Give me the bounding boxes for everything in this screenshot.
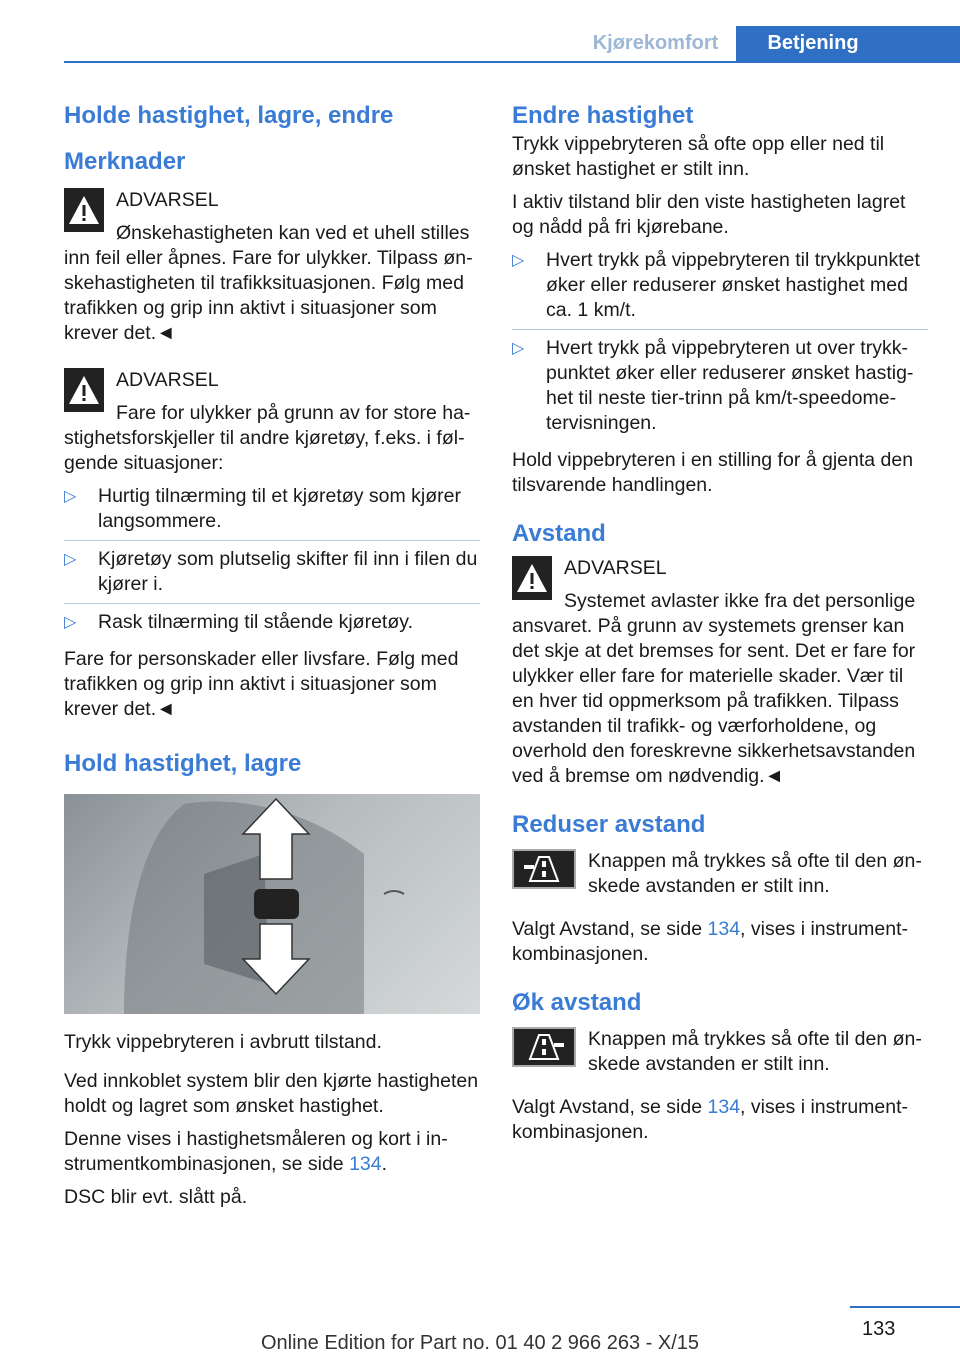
distance-increase-icon bbox=[512, 1027, 576, 1067]
paragraph: Ved innkoblet system blir den kjørte hastigheten holdt og lagret som ønsket hastighet. bbox=[64, 1070, 479, 1117]
paragraph: Hold vippebryteren i en stilling for å gjenta den tilsvarende handlingen. bbox=[512, 449, 914, 496]
warning-text: Fare for ulykker på grunn av for store hastighetsforskjeller til andre kjøretøy, f.eks. i følgende situasjoner: bbox=[64, 402, 471, 474]
triangle-bullet-icon: ▷ bbox=[64, 551, 77, 568]
edition-footer: Online Edition for Part no. 01 40 2 966 263 - X/15 bbox=[260, 1332, 700, 1354]
header-rule bbox=[64, 61, 960, 63]
triangle-bullet-icon: ▷ bbox=[64, 488, 77, 505]
ok-row bbox=[512, 1027, 928, 1077]
paragraph: Valgt Avstand, se side 134, vises i instrumentkombinasjonen. bbox=[512, 918, 909, 965]
paragraph: Denne vises i hastighetsmåleren og kort i instrumentkombinasjonen, se side 134. bbox=[64, 1128, 448, 1175]
paragraph: I aktiv tilstand blir den viste hastigheten lagret og nådd på fri kjørebane. bbox=[512, 191, 906, 238]
situation-list bbox=[64, 484, 480, 641]
paragraph: Trykk vippebryteren så ofte opp eller ned til ønsket hastighet er stilt inn. bbox=[512, 133, 885, 180]
ok-heading: Øk avstand bbox=[512, 989, 642, 1016]
warning-block-2 bbox=[64, 368, 480, 476]
warning-conclusion: Fare for personskader eller livsfare. Følg med trafikken og grip inn aktivt i situasjoner som krever det.◄ bbox=[64, 648, 459, 720]
steering-wheel-illustration bbox=[64, 794, 480, 1014]
right-column bbox=[512, 100, 928, 1153]
warning-icon bbox=[64, 188, 104, 232]
triangle-bullet-icon: ▷ bbox=[64, 614, 77, 631]
page-link[interactable]: 134 bbox=[707, 918, 741, 940]
warning-label: ADVARSEL bbox=[116, 369, 219, 391]
paragraph: Trykk vippebryteren i avbrutt tilstand. bbox=[64, 1031, 382, 1053]
paragraph: DSC blir evt. slått på. bbox=[64, 1186, 248, 1208]
reduser-row bbox=[512, 849, 928, 899]
list-item: ▷ Hvert trykk på vippebryteren ut over trykkpunktet øker eller reduserer ønsket hastighet til neste tier-trinn på km/t-speedometervisningen. bbox=[512, 337, 914, 434]
hold-heading: Hold hastighet, lagre bbox=[64, 750, 302, 777]
section-title: Holde hastighet, lagre, endre bbox=[64, 102, 394, 129]
left-column bbox=[64, 100, 480, 1218]
tab-kjorekomfort[interactable]: Kjørekomfort bbox=[592, 32, 719, 54]
warning-block-3 bbox=[512, 556, 928, 789]
triangle-bullet-icon: ▷ bbox=[512, 340, 525, 357]
warning-text: Systemet avlaster ikke fra det personlige ansvaret. På grunn av systemets grenser kan det skje at det bremses for sent. Det er fare for ulykker eller fare for materielle skader. Vær til en hver tid oppmerksom på trafikken. Tilpass avstanden til trafikk- og værforholdene, og overhold den foreskrevne sikkerhetsavstanden ved å bremse om nødvendig.◄ bbox=[512, 590, 916, 787]
avstand-heading: Avstand bbox=[512, 520, 606, 547]
page-number-rule bbox=[850, 1306, 960, 1308]
list-item: ▷ Hvert trykk på vippebryteren til trykkpunktet øker eller reduserer ønsket hastighet med ca. 1 km/t. bbox=[512, 248, 928, 330]
warning-label: ADVARSEL bbox=[116, 189, 219, 211]
list-item: ▷ Rask tilnærming til stående kjøretøy. bbox=[64, 611, 413, 633]
notes-heading: Merknader bbox=[64, 148, 186, 175]
header-bar bbox=[0, 26, 960, 62]
distance-decrease-icon bbox=[512, 849, 576, 889]
page-link[interactable]: 134 bbox=[707, 1096, 741, 1118]
list-item: ▷ Hurtig tilnærming til et kjøretøy som kjører langsommere. bbox=[64, 484, 480, 541]
warning-label: ADVARSEL bbox=[564, 557, 667, 579]
warning-text: Ønskehastigheten kan ved et uhell stilles inn feil eller åpnes. Fare for ulykker. Tilpass ønskehastigheten til trafikksituasjonen. Følg med trafikken og grip inn aktivt i situasjoner som krever det.◄ bbox=[64, 222, 473, 344]
triangle-bullet-icon: ▷ bbox=[512, 252, 525, 269]
page-number: 133 bbox=[862, 1318, 896, 1340]
endre-heading: Endre hastighet bbox=[512, 102, 694, 129]
list-item: ▷ Kjøretøy som plutselig skifter fil inn i filen du kjører i. bbox=[64, 547, 480, 604]
paragraph: Knappen må trykkes så ofte til den ønskede avstanden er stilt inn. bbox=[588, 1028, 922, 1075]
paragraph: Knappen må trykkes så ofte til den ønskede avstanden er stilt inn. bbox=[588, 850, 922, 897]
tab-betjening[interactable]: Betjening bbox=[736, 26, 960, 61]
steering-wheel-photo bbox=[64, 794, 480, 1014]
paragraph: Valgt Avstand, se side 134, vises i instrumentkombinasjonen. bbox=[512, 1096, 909, 1143]
speed-list bbox=[512, 248, 928, 442]
reduser-heading: Reduser avstand bbox=[512, 811, 706, 838]
warning-icon bbox=[64, 368, 104, 412]
warning-icon bbox=[512, 556, 552, 600]
warning-block-1 bbox=[64, 188, 480, 346]
page-link[interactable]: 134 bbox=[349, 1153, 382, 1175]
